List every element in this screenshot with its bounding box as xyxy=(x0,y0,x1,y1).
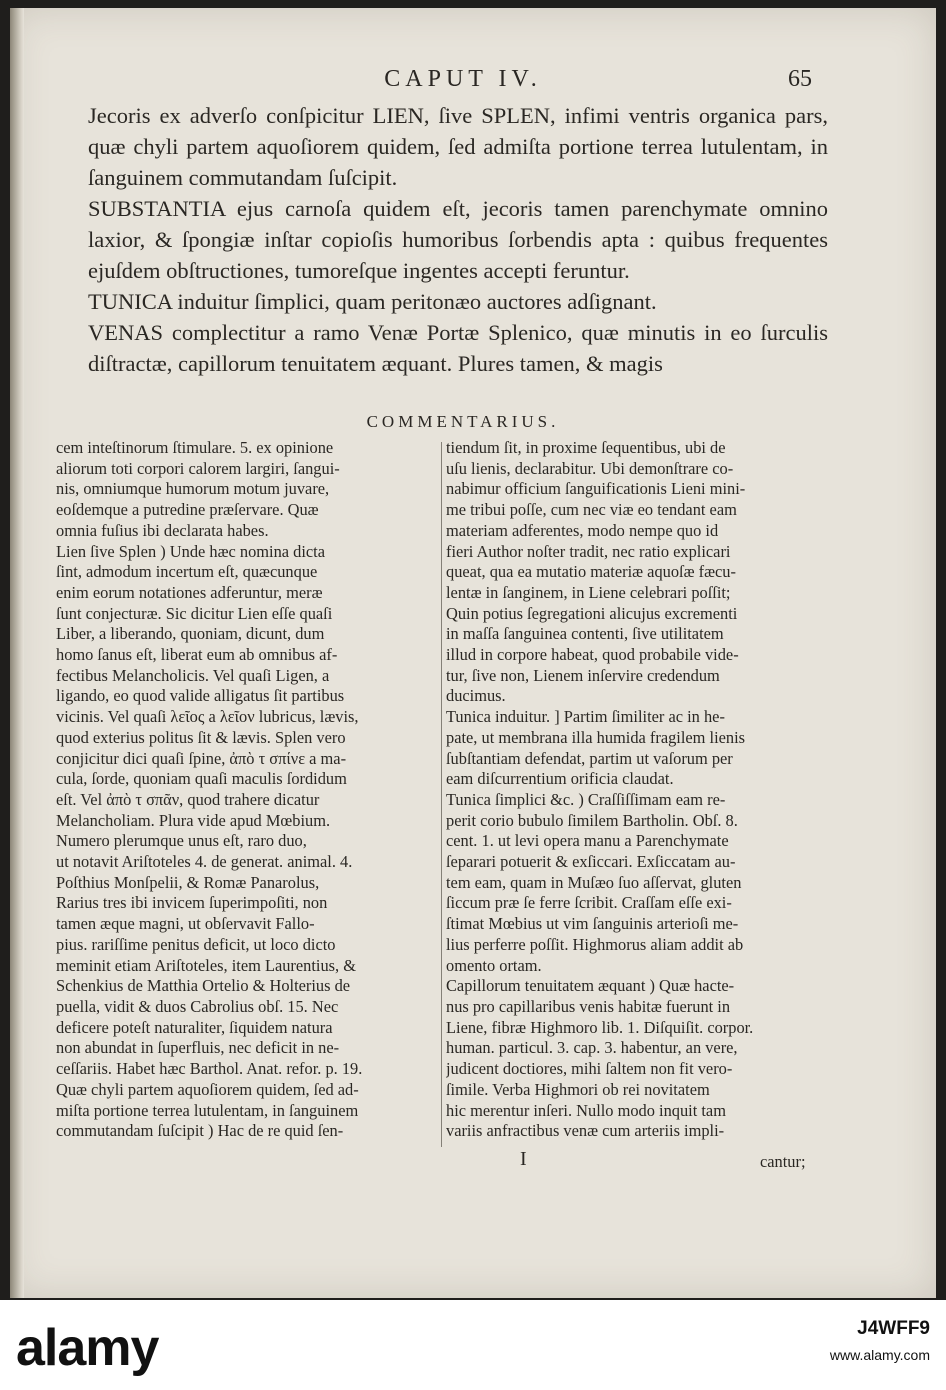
running-head: CAPUT IV. xyxy=(384,66,542,92)
commentary-line: in maſſa ſanguinea contenti, ſive utilitatem xyxy=(446,624,724,644)
commentary-line: ſint, admodum incertum eſt, quæcunque xyxy=(56,562,318,582)
commentary-line: queat, qua ea mutatio materiæ aquoſæ fæcu- xyxy=(446,562,736,582)
commentary-line: Melancholiam. Plura vide apud Mœbium. xyxy=(56,810,331,830)
commentary-line: Quæ chyli partem aquoſiorem quidem, ſed ad- xyxy=(56,1079,359,1099)
commentary-line: ceſſariis. Habet hæc Barthol. Anat. refor. p. 19. xyxy=(56,1059,363,1079)
paragraph-venas: VENAS complectitur a ramo Venæ Portæ Splenico, quæ minutis in eo ſurculis diſtractæ, capillorum tenuitatem æquant. Plures tamen, & magis xyxy=(88,320,828,376)
commentary-line: Liene, fibræ Highmoro lib. 1. Diſquiſit. corpor. xyxy=(446,1017,754,1037)
commentary-line: Tunica ſimplici &c. ) Craſſiſſimam eam re- xyxy=(446,789,726,809)
commentary-line: tamen æque magni, ut obſervavit Fallo- xyxy=(56,914,315,934)
commentary-line: miſta portione terrea lutulentam, in ſanguinem xyxy=(56,1100,359,1120)
commentary-line: human. particul. 3. cap. 3. habentur, an vere, xyxy=(446,1038,738,1058)
commentary-line: Lien ſive Splen ) Unde hæc nomina dicta xyxy=(56,541,326,561)
commentary-line: quod exterius politus ſit & lævis. Splen vero xyxy=(56,727,346,747)
commentary-heading: COMMENTARIUS. xyxy=(366,412,560,431)
commentary-line: eam diſcurrentium orificia claudat. xyxy=(446,769,674,789)
commentary-line: ligando, eo quod valide alligatus ſit partibus xyxy=(56,686,345,706)
commentary-line: ſiccum præ ſe ferre ſcribit. Craſſam eſſe exi- xyxy=(446,893,732,913)
commentary-line: ſubſtantiam defendat, partim ut vaſorum per xyxy=(446,748,733,768)
stock-logo: alamy xyxy=(16,1319,159,1377)
commentary-line: pius. rariſſime penitus deficit, ut loco dicto xyxy=(56,934,336,954)
commentary-line: judicent doctiores, mihi ſaltem non fit vero- xyxy=(446,1059,733,1079)
commentary-right-column xyxy=(446,438,830,1142)
commentary-line: lentæ in ſanginem, in Liene celebrari poſſit; xyxy=(446,582,731,602)
commentary-line: non abundat in ſuperfluis, nec deficit in ne- xyxy=(56,1038,340,1058)
commentary-line: illud in corpore habeat, quod probabile vide- xyxy=(446,645,739,665)
commentary-line: cem inteſtinorum ſtimulare. 5. ex opinione xyxy=(56,438,334,457)
commentary-line: ſeparari potuerit & exſiccari. Exſiccatam au- xyxy=(446,852,736,872)
commentary-line: conjicitur dici quaſi ſpine, ἀπὸ τ σπίνε a ma- xyxy=(56,748,347,768)
page-number: 65 xyxy=(788,66,812,92)
commentary-line: nis, omniumque humorum motum juvare, xyxy=(56,479,330,499)
commentary-line: Capillorum tenuitatem æquant ) Quæ hacte- xyxy=(446,976,735,996)
commentary-line: eſt. Vel ἀπὸ τ σπᾶν, quod trahere dicatur xyxy=(56,789,320,809)
commentary-line: uſu lienis, declarabitur. Ubi demonſtrare co- xyxy=(446,458,734,478)
commentary-line: me tribui poſſe, cum nec viæ eo tendant eam xyxy=(446,500,737,520)
commentary-line: aliorum toti corpori calorem largiri, ſangui- xyxy=(56,458,340,478)
commentary-line: homo ſanus eſt, liberat eum ab omnibus af- xyxy=(56,645,338,665)
commentary-line: tur, ſive non, Lienem inſervire credendum xyxy=(446,665,720,685)
signature-mark: I xyxy=(520,1148,527,1170)
commentary-line: pate, ut membrana illa humida fragilem lienis xyxy=(446,727,746,747)
commentary-line: enim eorum notationes adferuntur, meræ xyxy=(56,582,323,602)
commentary-line: meminit etiam Ariſtoteles, item Laurentius, & xyxy=(56,955,356,975)
commentary-line: materiam adferentes, modo nempe quo id xyxy=(446,520,719,540)
main-text xyxy=(88,100,828,379)
commentary-line: ſtimat Mœbius ut vim ſanguinis arterioſi me- xyxy=(446,914,739,934)
commentary-line: omento ortam. xyxy=(446,955,542,975)
commentary-line: variis anfractibus venæ cum arteriis impli- xyxy=(446,1121,725,1141)
catchword: cantur; xyxy=(760,1152,806,1171)
commentary-line: vicinis. Vel quaſi λεῖος a λεῖον lubricus, lævis, xyxy=(56,707,359,727)
commentary-line: ut notavit Ariſtoteles 4. de generat. animal. 4. xyxy=(56,852,353,872)
commentary-left-column xyxy=(56,438,439,1142)
page-gutter xyxy=(10,8,24,1298)
commentary-line: cula, ſorde, quoniam quaſi maculis ſordidum xyxy=(56,769,347,789)
commentary-line: eoſdemque a putredine præſervare. Quæ xyxy=(56,500,319,520)
commentary-line: lius perferre poſſit. Highmorus aliam addit ab xyxy=(446,934,744,954)
commentary-line: tiendum ſit, in proxime ſequentibus, ubi de xyxy=(446,438,726,457)
stock-site: www.alamy.com xyxy=(829,1347,930,1363)
commentary-line: Quin potius ſegregationi alicujus excrementi xyxy=(446,603,738,623)
commentary-line: ducimus. xyxy=(446,686,506,706)
commentary-line: Schenkius de Matthia Ortelio & Holterius de xyxy=(56,976,351,996)
commentary-line: nus pro capillaribus venis habitæ fuerunt in xyxy=(446,996,731,1016)
commentary-line: Tunica induitur. ] Partim ſimiliter ac in he- xyxy=(446,707,725,727)
commentary-line: fieri Author noſter tradit, nec ratio explicari xyxy=(446,541,731,561)
commentary-line: Poſthius Monſpelii, & Romæ Panarolus, xyxy=(56,872,320,892)
commentary-line: nabimur officium ſanguificationis Lieni mini- xyxy=(446,479,746,499)
commentary-line: Numero plerumque unus eſt, raro duo, xyxy=(56,831,307,851)
paragraph-substantia: SUBSTANTIA ejus carnoſa quidem eſt, jecoris tamen parenchymate omnino laxior, & ſpongiæ inſtar copioſis humoribus ſorbendis apta : quibus frequentes ejuſdem obſtructiones, tumoreſque ingentes accepti feruntur. xyxy=(88,196,828,283)
commentary-line: ſunt conjecturæ. Sic dicitur Lien eſſe quaſi xyxy=(56,603,333,623)
commentary-line: deficere poteſt naturaliter, ſiquidem natura xyxy=(56,1017,333,1037)
commentary-line: Liber, a liberando, quoniam, dicunt, dum xyxy=(56,624,325,644)
commentary-line: perit corio bubulo ſimilem Bartholin. Obſ. 8. xyxy=(446,810,738,830)
stock-image-id: J4WFF9 xyxy=(857,1318,930,1339)
commentary-line: fectibus Melancholicis. Vel quaſi Ligen, a xyxy=(56,665,330,685)
commentary-line: ſimile. Verba Highmori ob rei novitatem xyxy=(446,1079,710,1099)
paragraph-tunica: TUNICA induitur ſimplici, quam peritonæo auctores adſignant. xyxy=(88,289,657,314)
commentary-line: omnia fuſius ibi declarata habes. xyxy=(56,520,269,540)
stock-id-block xyxy=(830,1316,930,1368)
commentary-line: commutandam ſuſcipit ) Hac de re quid ſen- xyxy=(56,1121,344,1141)
paragraph-lien: Jecoris ex adverſo conſpicitur LIEN, ſive SPLEN, infimi ventris organica pars, quæ chyli partem aquoſiorem quidem, ſed admiſta portione terrea lutulentam, in ſanguinem commutandam ſuſcipit. xyxy=(88,103,828,190)
column-divider xyxy=(441,442,442,1147)
commentary-line: tem eam, quam in Muſæo ſuo aſſervat, gluten xyxy=(446,872,742,892)
commentary-line: Rarius tres ibi invicem ſuperimpoſiti, non xyxy=(56,893,328,913)
commentary-line: cent. 1. ut levi opera manu a Parenchymate xyxy=(446,831,729,851)
commentary-line: puella, vidit & duos Cabrolius obſ. 15. Nec xyxy=(56,996,339,1016)
commentary-line: hic merentur inſeri. Nullo modo inquit tam xyxy=(446,1100,726,1120)
